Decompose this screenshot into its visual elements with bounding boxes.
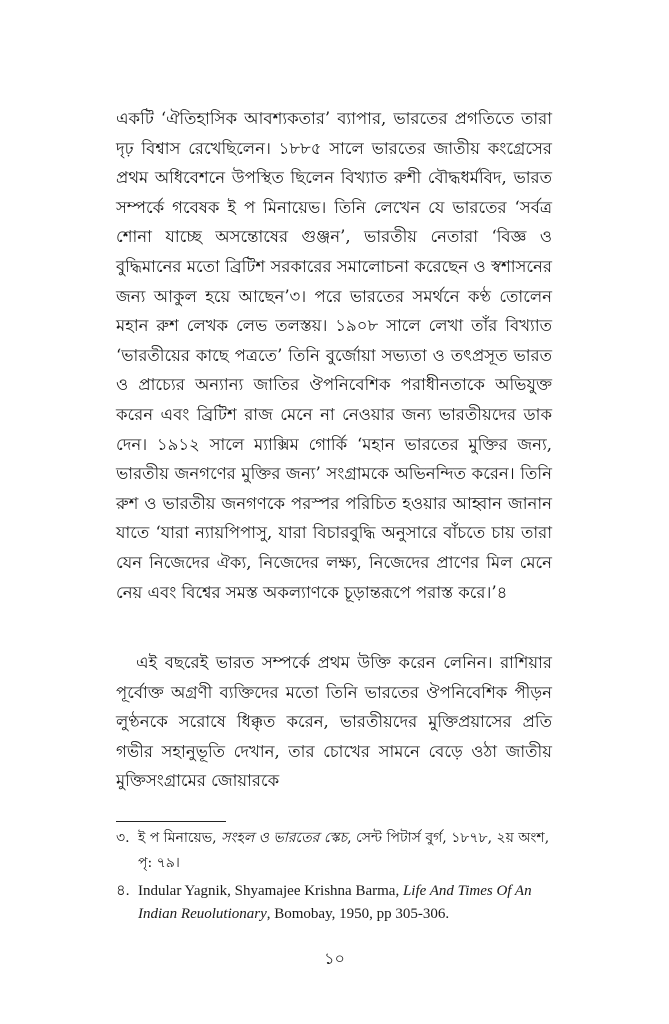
footnote-title: Life And Times Of An Indian Reuolutionary — [138, 883, 532, 922]
footnotes — [116, 826, 556, 930]
footnote-details: , সেন্ট পিটার্স বুর্গ, ১৮৭৮, ২য় অংশ, পৃ: ৭৯। — [138, 830, 550, 871]
page-number: ১০ — [324, 949, 345, 968]
footnote-4 — [116, 880, 556, 926]
footnote-number: ৪. — [116, 883, 130, 899]
body-paragraph-1: একটি ‘ঐতিহাসিক আবশ্যকতার’ ব্যাপার, ভারতের প্রগতিতে তারা দৃঢ় বিশ্বাস রেখেছিলেন। ১৮৮৫ সালে ভারতের জাতীয় কংগ্রেসের প্রথম অধিবেশনে উপস্থিত ছিলেন বিখ্যাত রুশী বৌদ্ধধর্মবিদ, ভারত সম্পর্কে গবেষক ই প মিনায়েভ। তিনি লেখেন যে ভারতের ‘সর্বত্র শোনা যাচ্ছে অসন্তোষের গুঞ্জন’, ভারতীয় নেতারা ‘বিজ্ঞ ও বুদ্ধিমানের মতো ব্রিটিশ সরকারের সমালোচনা করেছেন ও স্বশাসনের জন্য আকুল হয়ে আছেন’৩। পরে ভারতের সমর্থনে কণ্ঠ তোলেন মহান রুশ লেখক লেভ তলস্তয়। ১৯০৮ সালে লেখা তাঁর বিখ্যাত ‘ভারতীয়ের কাছে পত্রতে’ তিনি বুর্জোয়া সভ্যতা ও তৎপ্রসূত ভারত ও প্রাচ্যের অন্যান্য জাতির ঔপনিবেশিক পরাধীনতাকে অভিযুক্ত করেন এবং ব্রিটিশ রাজ মেনে না নেওয়ার জন্য ভারতীয়দের ডাক দেন। ১৯১২ সালে ম্যাক্সিম গোর্কি ‘মহান ভারতের মুক্তির জন্য, ভারতীয় জনগণের মুক্তির জন্য’ সংগ্রামকে অভিনন্দিত করেন। তিনি রুশ ও ভারতীয় জনগণকে পরস্পর পরিচিত হওয়ার আহ্বান জানান যাতে ‘যারা ন্যায়পিপাসু, যারা বিচারবুদ্ধি অনুসারে বাঁচতে চায় তারা যেন নিজেদের ঐক্য, নিজেদের লক্ষ্য, নিজেদের প্রাণের মিল মেনে নেয় এবং বিশ্বের সমস্ত অকল্যাণকে চূড়ান্তরূপে পরাস্ত করে।’৪ — [116, 109, 552, 602]
body-paragraph-2: এই বছরেই ভারত সম্পর্কে প্রথম উক্তি করেন লেনিন। রাশিয়ার পূর্বোক্ত অগ্রণী ব্যক্তিদের মতো তিনি ভারতের ঔপনিবেশিক পীড়ন লুণ্ঠনকে সরোষে ধিক্কৃত করেন, ভারতীয়দের মুক্তিপ্রয়াসের প্রতি গভীর সহানুভূতি দেখান, তার চোখের সামনে বেড়ে ওঠা জাতীয় মুক্তিসংগ্রামের জোয়ারকে — [116, 653, 552, 791]
footnote-author: Indular Yagnik, Shyamajee Krishna Barma, — [138, 883, 403, 899]
footnote-divider — [116, 821, 226, 822]
footnote-3 — [116, 826, 556, 876]
footnote-author: ই প মিনায়েভ, — [138, 830, 222, 846]
footnote-details: , Bomobay, 1950, pp 305-306. — [266, 906, 450, 922]
footnote-number: ৩. — [116, 830, 130, 846]
footnote-title: সংহল ও ভারতের স্কেচ — [221, 830, 348, 846]
